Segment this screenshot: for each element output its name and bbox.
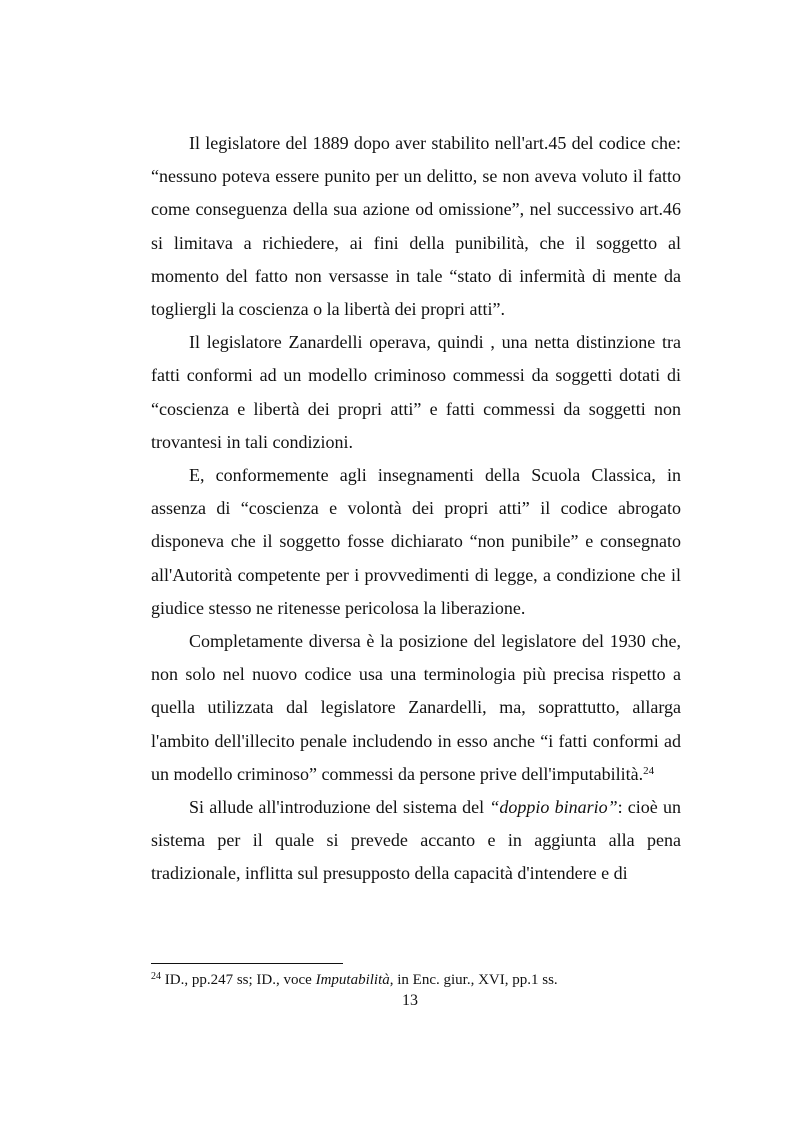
page-number: 13 bbox=[402, 992, 418, 1009]
footnote-separator bbox=[151, 963, 343, 964]
footnote bbox=[151, 971, 711, 989]
body-text bbox=[151, 127, 681, 891]
paragraph bbox=[151, 791, 681, 891]
footnote-text: ID., pp.247 ss; ID., voce bbox=[164, 972, 316, 988]
paragraph-text: Completamente diversa è la posizione del legislatore del 1930 che, non solo nel nuovo codice usa una terminologia più precisa rispetto a quella utilizzata dal legislatore Zanardelli, ma, soprattutto, allarga l'ambito dell'illecito penale includendo in esso anche “i fatti conformi ad un modello criminoso” commessi da persone prive dell'imputabilità. bbox=[151, 631, 681, 784]
italic-term: “doppio binario” bbox=[489, 797, 618, 818]
paragraph-text: : cioè un sistema per il quale si prevede accanto e in aggiunta alla pena tradizionale, inflitta sul presupposto della capacità d'intendere e di bbox=[151, 797, 681, 884]
paragraph: Il legislatore Zanardelli operava, quindi , una netta distinzione tra fatti conformi ad un modello criminoso commessi da soggetti dotati di “coscienza e libertà dei propri atti” e fatti commessi da soggetti non trovantesi in tali condizioni. bbox=[151, 332, 681, 452]
footnote-number: 24 bbox=[151, 971, 161, 982]
footnote-italic: Imputabilità bbox=[315, 972, 390, 988]
footnote-reference[interactable]: 24 bbox=[643, 764, 655, 777]
footnote-text: , in Enc. giur., XVI, pp.1 ss. bbox=[389, 972, 558, 988]
paragraph bbox=[151, 625, 681, 791]
paragraph-text: Si allude all'introduzione del sistema del bbox=[189, 797, 490, 818]
paragraph: Il legislatore del 1889 dopo aver stabilito nell'art.45 del codice che: “nessuno poteva essere punito per un delitto, se non aveva voluto il fatto come conseguenza della sua azione od omissione”, nel successivo art.46 si limitava a richiedere, ai fini della punibilità, che il soggetto al momento del fatto non versasse in tale “stato di infermità di mente da togliergli la coscienza o la libertà dei propri atti”. bbox=[151, 133, 681, 320]
paragraph: E, conformemente agli insegnamenti della Scuola Classica, in assenza di “coscienza e volontà dei propri atti” il codice abrogato disponeva che il soggetto fosse dichiarato “non punibile” e consegnato all'Autorità competente per i provvedimenti di legge, a condizione che il giudice stesso ne ritenesse pericolosa la liberazione. bbox=[151, 465, 681, 618]
